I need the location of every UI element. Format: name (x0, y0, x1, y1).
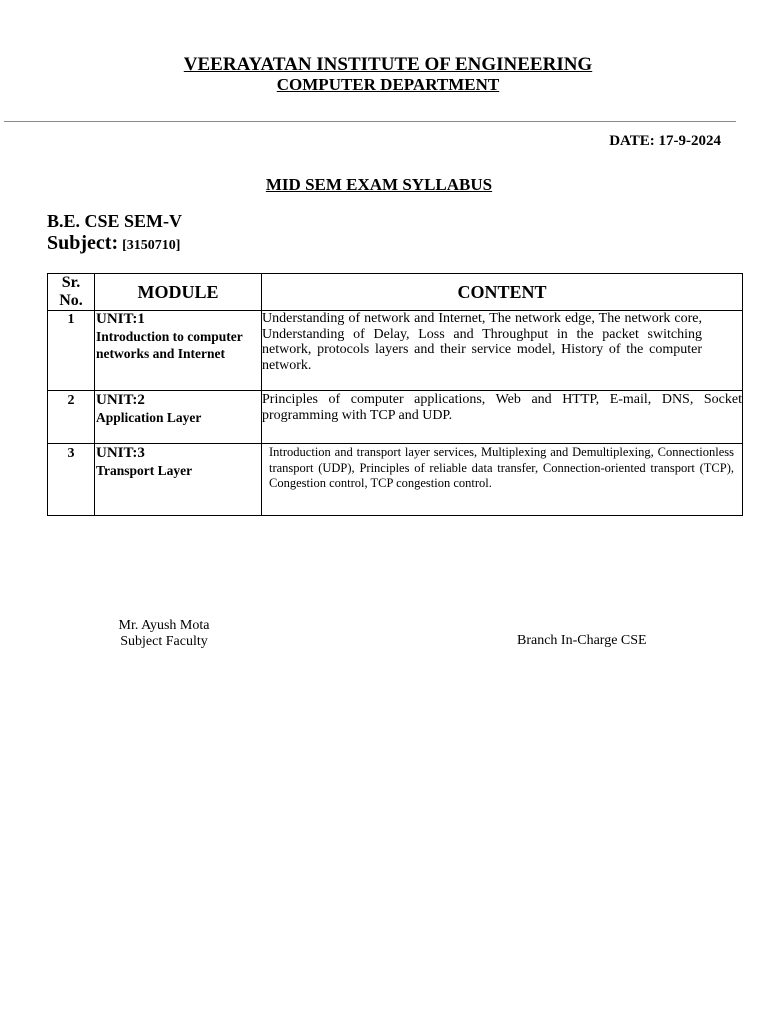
course-label: B.E. CSE SEM-V (47, 211, 183, 231)
faculty-role: Subject Faculty (120, 634, 208, 649)
content-header: CONTENT (262, 274, 743, 311)
row-content (262, 391, 743, 444)
branch-incharge-signature: Branch In-Charge CSE (517, 633, 647, 648)
sr-no-header (48, 274, 95, 311)
module-name: Transport Layer (96, 463, 193, 478)
content-text: Principles of computer applications, Web and HTTP, E-mail, DNS, Socket programming with TCP and UDP. (262, 392, 742, 423)
table-row (48, 444, 743, 516)
row-module (95, 444, 262, 516)
exam-date: DATE: 17-9-2024 (609, 133, 721, 149)
table-row (48, 391, 743, 444)
module-name: Application Layer (96, 410, 202, 425)
unit-label: UNIT:3 (96, 445, 145, 461)
row-sr-no: 2 (48, 391, 95, 444)
row-sr-no: 1 (48, 311, 95, 391)
unit-label: UNIT:2 (96, 392, 145, 408)
content-text: Understanding of network and Internet, The network edge, The network core, Understanding of Delay, Loss and Throughput in the packet switching network, protocols layers and their service model, History of the computer network. (262, 311, 702, 373)
sr-header-line2: No. (59, 292, 83, 309)
module-header: MODULE (95, 274, 262, 311)
row-sr-no: 3 (48, 444, 95, 516)
subject-code: [3150710] (122, 238, 181, 253)
exam-title: MID SEM EXAM SYLLABUS (265, 175, 493, 194)
faculty-signature-block (100, 618, 228, 650)
department-title: COMPUTER DEPARTMENT (276, 75, 500, 94)
module-name: Introduction to computer networks and Internet (96, 329, 243, 361)
row-module (95, 391, 262, 444)
syllabus-table (47, 273, 743, 516)
subject-label: Subject: (47, 232, 119, 254)
subject-line (47, 231, 180, 258)
table-header-row (48, 274, 743, 311)
faculty-name: Mr. Ayush Mota (118, 618, 210, 633)
header-divider (4, 121, 736, 122)
row-module (95, 311, 262, 391)
row-content (262, 444, 743, 516)
sr-header-line1: Sr. (61, 274, 81, 291)
table-row (48, 311, 743, 391)
unit-label: UNIT:1 (96, 311, 145, 327)
content-text: Introduction and transport layer services, Multiplexing and Demultiplexing, Connectionless transport (UDP), Principles of reliable data transfer, Connection-oriented transport (TCP), Congestion control, TCP congestion control. (269, 445, 734, 490)
institute-title: VEERAYATAN INSTITUTE OF ENGINEERING (183, 54, 593, 75)
row-content (262, 311, 743, 391)
